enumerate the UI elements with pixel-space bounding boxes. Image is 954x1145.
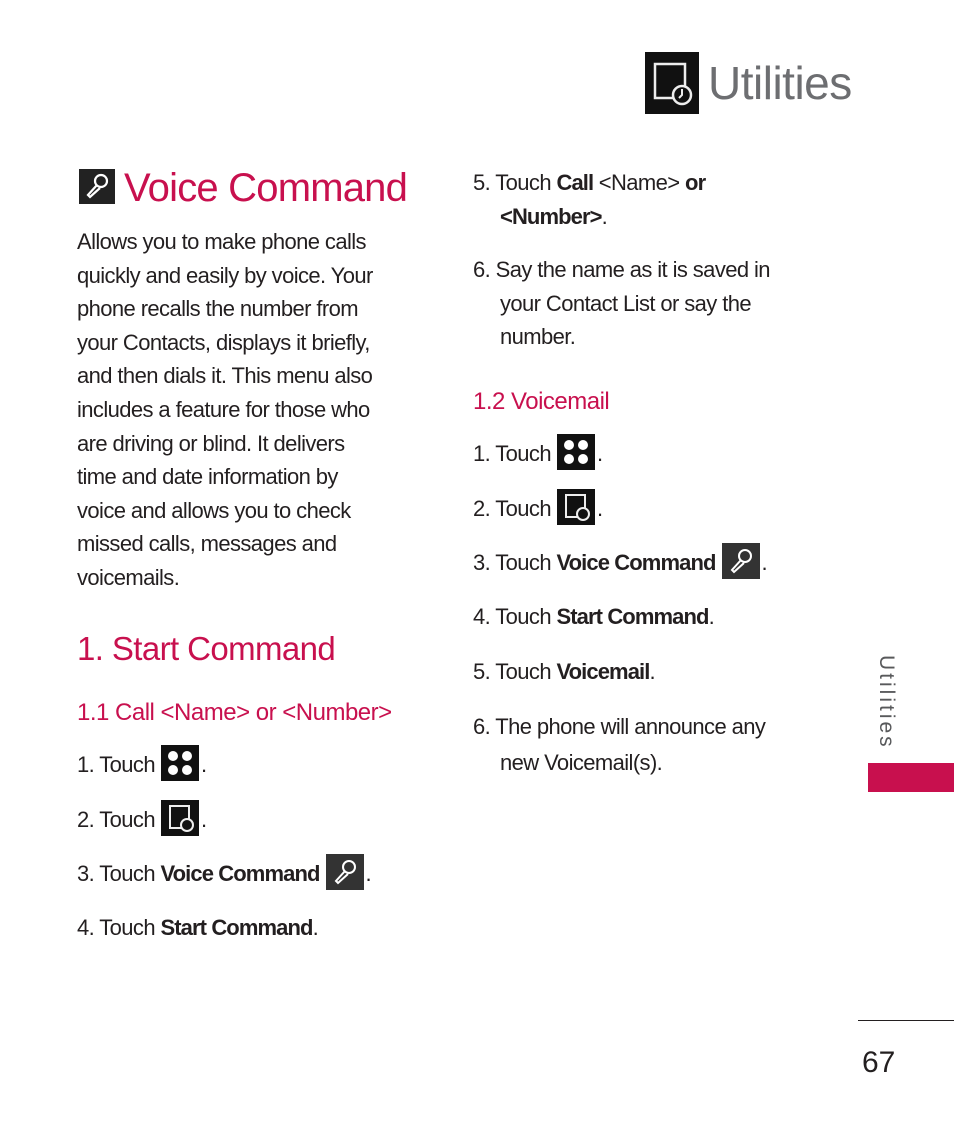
- intro-line: includes a feature for those who: [77, 396, 370, 422]
- step: 3. Touch Voice Command .: [77, 857, 371, 893]
- intro-line: quickly and easily by voice. Your: [77, 262, 373, 288]
- step: 4. Touch Start Command.: [77, 915, 319, 940]
- subsection-heading-call: 1.1 Call <Name> or <Number>: [77, 699, 392, 726]
- side-tab-marker: [868, 763, 954, 792]
- intro-line: are driving or blind. It delivers: [77, 430, 345, 456]
- side-tab-label: Utilities: [875, 655, 898, 750]
- step: 5. Touch Call <Name> or <Number>.: [473, 170, 706, 229]
- intro-line: phone recalls the number from: [77, 296, 358, 322]
- page-number: 67: [862, 1046, 896, 1079]
- microphone-icon: [79, 169, 115, 204]
- intro-line: missed calls, messages and: [77, 531, 337, 557]
- start-command-heading: 1. Start Command: [77, 630, 336, 667]
- step: 3. Touch Voice Command .: [473, 546, 767, 582]
- section-title: Utilities: [708, 57, 852, 109]
- intro-line: Allows you to make phone calls: [77, 229, 366, 254]
- intro-line: your Contacts, displays it briefly,: [77, 329, 370, 355]
- apps-icon: [161, 745, 199, 781]
- step: 6. Say the name as it is saved in your Contact List or say the number.: [473, 257, 770, 350]
- intro-paragraph: [77, 225, 373, 595]
- step: 1. Touch .: [473, 437, 602, 473]
- subsection-heading-voicemail: 1.2 Voicemail: [473, 388, 610, 415]
- step: 2. Touch .: [473, 492, 602, 528]
- step: 5. Touch Voicemail.: [473, 659, 655, 684]
- intro-line: and then dials it. This menu also: [77, 363, 373, 389]
- step: 1. Touch .: [77, 748, 206, 784]
- utilities-icon: [645, 52, 699, 114]
- step: 2. Touch .: [77, 803, 206, 839]
- page-title: Voice Command: [124, 166, 408, 210]
- utilities-icon: [557, 489, 595, 525]
- intro-line: voice and allows you to check: [77, 497, 351, 523]
- apps-icon: [557, 434, 595, 470]
- utilities-icon: [161, 800, 199, 836]
- intro-line: voicemails.: [77, 564, 180, 590]
- microphone-icon: [326, 854, 364, 890]
- step: 6. The phone will announce any new Voicemail(s).: [473, 714, 766, 775]
- intro-line: time and date information by: [77, 464, 338, 490]
- divider: [858, 1020, 954, 1021]
- microphone-icon: [722, 543, 760, 579]
- step: 4. Touch Start Command.: [473, 604, 715, 629]
